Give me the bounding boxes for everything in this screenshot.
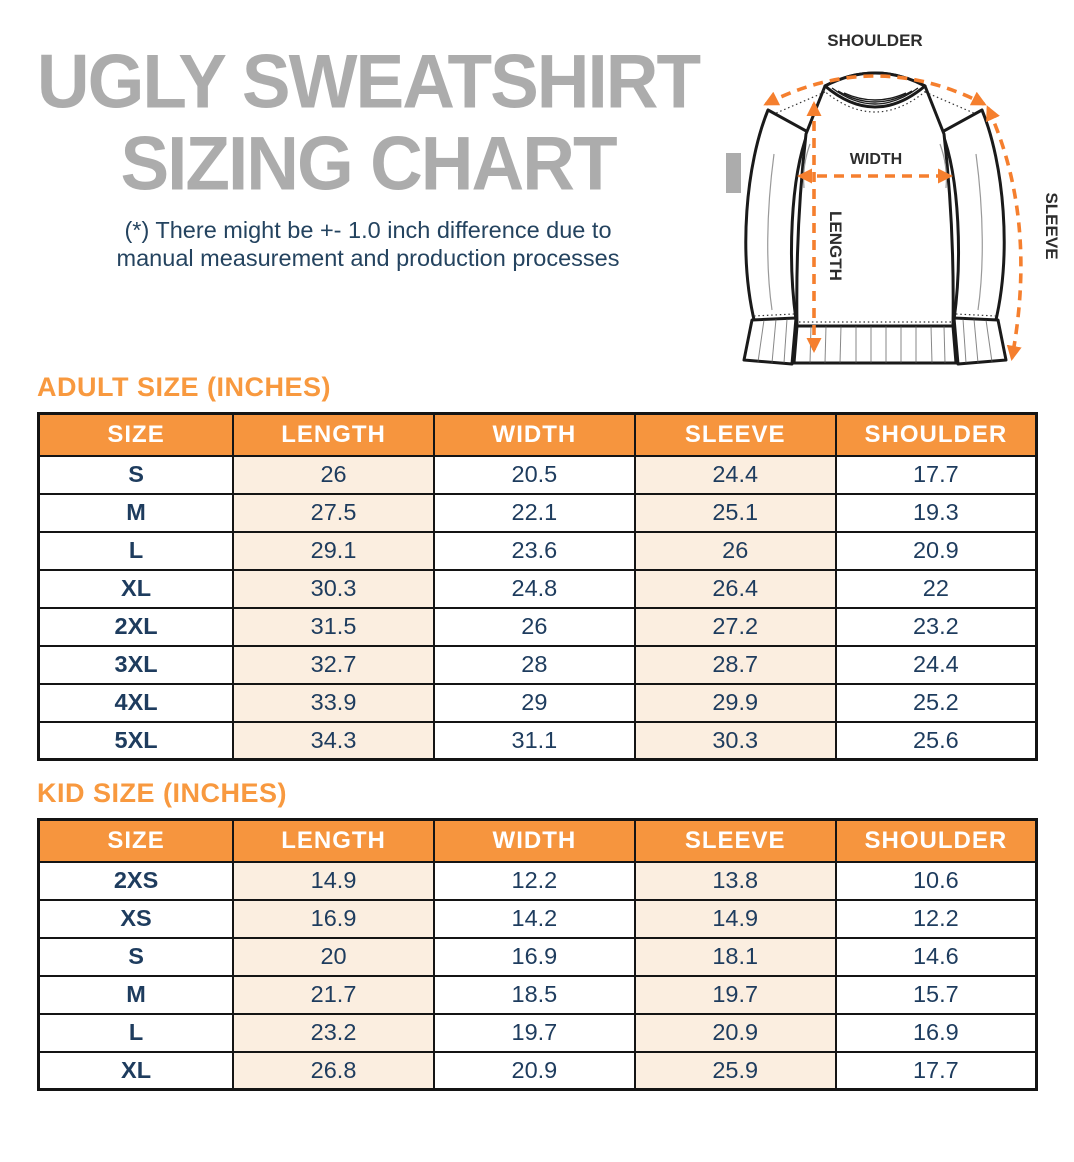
value-cell: 16.9 [836,1014,1037,1052]
value-cell: 26.4 [635,570,836,608]
measurement-disclaimer [18,216,718,272]
value-cell: 25.6 [836,722,1037,760]
value-cell: 17.7 [836,1052,1037,1090]
value-cell: 19.3 [836,494,1037,532]
size-cell: M [39,976,234,1014]
value-cell: 31.1 [434,722,635,760]
value-cell: 22.1 [434,494,635,532]
value-cell: 19.7 [434,1014,635,1052]
page-title-line2: SIZING CHART [120,121,616,207]
size-cell: 5XL [39,722,234,760]
value-cell: 13.8 [635,862,836,900]
value-cell: 16.9 [434,938,635,976]
sleeve-label: SLEEVE [1042,192,1061,260]
column-header-sleeve: SLEEVE [635,820,836,862]
column-header-length: LENGTH [233,414,434,456]
value-cell: 29.9 [635,684,836,722]
value-cell: 25.2 [836,684,1037,722]
value-cell: 14.9 [635,900,836,938]
value-cell: 20 [233,938,434,976]
table-row [39,900,1037,938]
size-cell: M [39,494,234,532]
column-header-length: LENGTH [233,820,434,862]
adult-size-heading: ADULT SIZE (INCHES) [37,372,331,402]
table-row [39,722,1037,760]
column-header-sleeve: SLEEVE [635,414,836,456]
value-cell: 24.4 [836,646,1037,684]
table-row [39,646,1037,684]
value-cell: 22 [836,570,1037,608]
column-header-width: WIDTH [434,820,635,862]
table-row [39,494,1037,532]
size-cell: XL [39,570,234,608]
value-cell: 29 [434,684,635,722]
value-cell: 25.1 [635,494,836,532]
size-cell: 4XL [39,684,234,722]
size-cell: S [39,456,234,494]
width-label: WIDTH [849,151,903,168]
size-cell: 3XL [39,646,234,684]
size-cell: 2XL [39,608,234,646]
value-cell: 18.1 [635,938,836,976]
size-cell: XS [39,900,234,938]
value-cell: 31.5 [233,608,434,646]
kid-header-row [39,820,1037,862]
value-cell: 17.7 [836,456,1037,494]
value-cell: 18.5 [434,976,635,1014]
sweatshirt-diagram-svg [726,14,1074,390]
table-row [39,532,1037,570]
value-cell: 23.2 [233,1014,434,1052]
table-row [39,456,1037,494]
value-cell: 26.8 [233,1052,434,1090]
value-cell: 20.5 [434,456,635,494]
value-cell: 26 [434,608,635,646]
size-cell: S [39,938,234,976]
value-cell: 29.1 [233,532,434,570]
value-cell: 30.3 [635,722,836,760]
value-cell: 25.9 [635,1052,836,1090]
column-header-shoulder: SHOULDER [836,414,1037,456]
page-title-line1: UGLY SWEATSHIRT [36,39,700,125]
column-header-width: WIDTH [434,414,635,456]
value-cell: 28.7 [635,646,836,684]
table-row [39,570,1037,608]
value-cell: 23.2 [836,608,1037,646]
table-row [39,862,1037,900]
adult-size-table [37,412,1038,761]
title-block [18,39,718,272]
value-cell: 27.2 [635,608,836,646]
value-cell: 14.9 [233,862,434,900]
column-header-size: SIZE [39,414,234,456]
table-row [39,938,1037,976]
value-cell: 27.5 [233,494,434,532]
table-row [39,1052,1037,1090]
value-cell: 16.9 [233,900,434,938]
value-cell: 20.9 [836,532,1037,570]
page-title [18,39,718,207]
value-cell: 34.3 [233,722,434,760]
table-row [39,608,1037,646]
value-cell: 14.6 [836,938,1037,976]
table-row [39,976,1037,1014]
size-cell: XL [39,1052,234,1090]
size-cell: 2XS [39,862,234,900]
value-cell: 14.2 [434,900,635,938]
column-header-size: SIZE [39,820,234,862]
table-row [39,1014,1037,1052]
value-cell: 10.6 [836,862,1037,900]
length-label: LENGTH [826,211,845,281]
disclaimer-line2: manual measurement and production processes [116,244,620,271]
value-cell: 32.7 [233,646,434,684]
value-cell: 12.2 [434,862,635,900]
kid-size-heading: KID SIZE (INCHES) [37,778,288,808]
value-cell: 26 [233,456,434,494]
disclaimer-line1: (*) There might be +- 1.0 inch difference due to [124,216,612,243]
size-cell: L [39,1014,234,1052]
value-cell: 30.3 [233,570,434,608]
value-cell: 33.9 [233,684,434,722]
value-cell: 21.7 [233,976,434,1014]
value-cell: 15.7 [836,976,1037,1014]
value-cell: 19.7 [635,976,836,1014]
sweatshirt-outline [744,73,1006,364]
table-row [39,684,1037,722]
value-cell: 23.6 [434,532,635,570]
shoulder-label: SHOULDER [827,31,923,50]
column-header-shoulder: SHOULDER [836,820,1037,862]
value-cell: 26 [635,532,836,570]
value-cell: 24.4 [635,456,836,494]
adult-header-row [39,414,1037,456]
value-cell: 20.9 [434,1052,635,1090]
value-cell: 20.9 [635,1014,836,1052]
size-cell: L [39,532,234,570]
kid-size-table [37,818,1038,1091]
value-cell: 12.2 [836,900,1037,938]
sweatshirt-measurement-diagram [726,14,1074,390]
value-cell: 28 [434,646,635,684]
value-cell: 24.8 [434,570,635,608]
